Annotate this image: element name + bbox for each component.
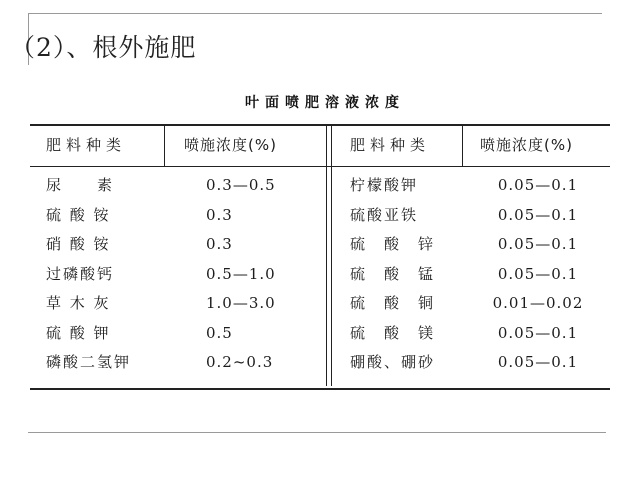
table-top-rule (30, 124, 610, 126)
fertilizer-name-cell: 硫 酸 铵 (46, 205, 111, 224)
fertilizer-name-cell: 硫 酸 锌 (350, 235, 436, 253)
table-header-cell: 肥料种类 (46, 136, 127, 154)
concentration-cell: 0.3—0.5 (206, 176, 276, 194)
concentration-cell: 0.05—0.1 (497, 353, 579, 371)
table-header-rule (30, 166, 610, 167)
table-header-cell: 喷施浓度(%) (480, 136, 573, 154)
fertilizer-name-cell: 柠檬酸钾 (350, 176, 419, 194)
slide-bottom-rule (28, 432, 606, 433)
concentration-cell: 0.05—0.1 (497, 323, 579, 342)
concentration-cell: 1.0—3.0 (206, 294, 276, 312)
fertilizer-name-cell: 硫 酸 铜 (350, 294, 436, 312)
concentration-cell: 0.3 (206, 205, 233, 224)
concentration-cell: 0.3 (206, 235, 233, 253)
fertilizer-name-cell: 硝 酸 铵 (46, 235, 111, 253)
table-header-cell: 肥料种类 (350, 136, 431, 154)
fertilizer-name-cell: 硫 酸 镁 (350, 323, 436, 342)
fertilizer-name-cell: 草 木 灰 (46, 294, 111, 312)
fertilizer-name-cell: 过磷酸钙 (46, 264, 115, 283)
slide-title: （2）、根外施肥 (10, 33, 197, 62)
fertilizer-name-cell: 磷酸二氢钾 (46, 353, 132, 371)
concentration-cell: 0.2~0.3 (206, 353, 274, 371)
concentration-cell: 0.5 (206, 323, 233, 342)
table-column-rule (326, 124, 327, 386)
fertilizer-name-cell: 尿 素 (46, 176, 115, 194)
concentration-cell: 0.5—1.0 (206, 264, 276, 283)
fertilizer-name-cell: 硫酸亚铁 (350, 205, 419, 224)
table-column-rule (331, 124, 332, 386)
slide-top-rule (28, 13, 602, 14)
table-caption: 叶面喷肥溶液浓度 (245, 95, 405, 111)
table-column-rule (462, 124, 463, 166)
table-header-cell: 喷施浓度(%) (184, 136, 277, 154)
concentration-cell: 0.05—0.1 (497, 235, 579, 253)
fertilizer-name-cell: 硼酸、硼砂 (350, 353, 436, 371)
table-bottom-rule (30, 388, 610, 390)
concentration-cell: 0.05—0.1 (497, 176, 579, 194)
concentration-cell: 0.01—0.02 (492, 294, 584, 312)
concentration-cell: 0.05—0.1 (497, 205, 579, 224)
fertilizer-name-cell: 硫 酸 钾 (46, 323, 111, 342)
fertilizer-name-cell: 硫 酸 锰 (350, 264, 436, 283)
table-column-rule (164, 124, 165, 166)
concentration-cell: 0.05—0.1 (497, 264, 579, 283)
